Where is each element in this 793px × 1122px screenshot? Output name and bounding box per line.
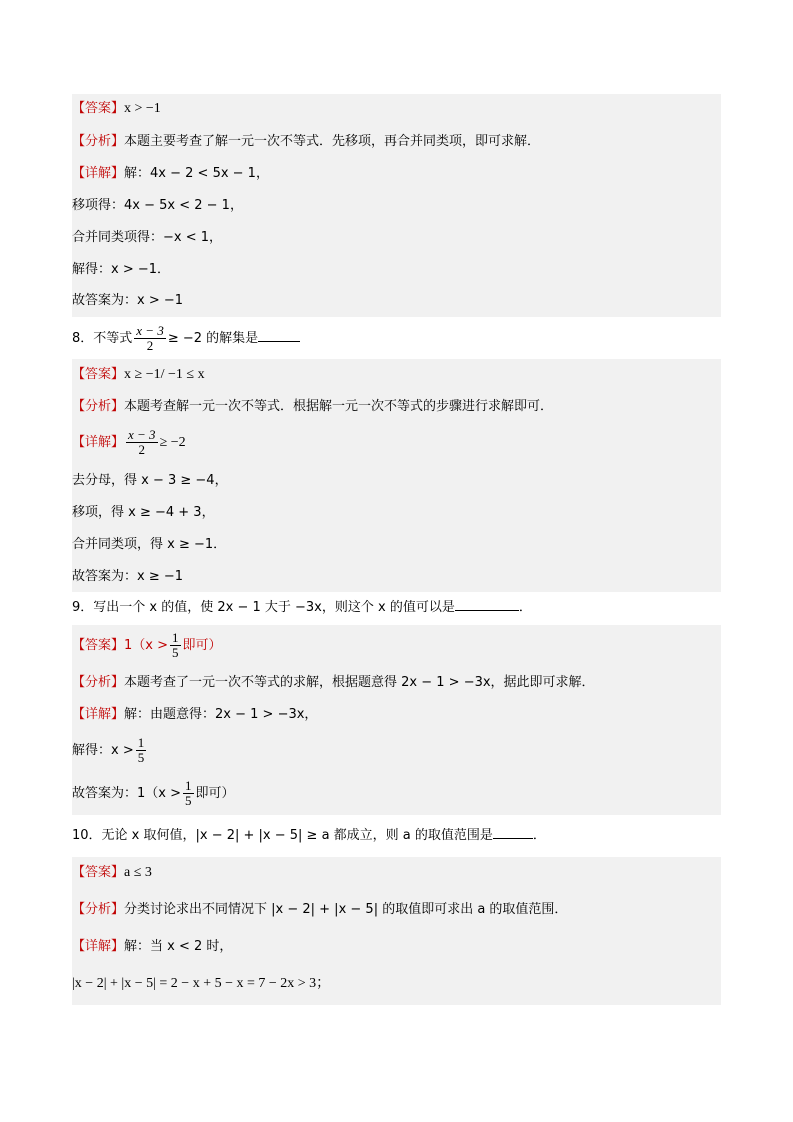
fraction: $\frac{x - 3}{2}$ [136,323,164,353]
question-10: 10．无论 x 取何值，|x − 2| + |x − 5| ≥ a 都成立，则 a 的取值范围是 ． [72,824,546,848]
analysis-text: 分类讨论求出不同情况下 |x − 2| + |x − 5| 的取值即可求出 a 的取值范围． [124,902,568,917]
detail-text: 解：4x − 2 < 5x − 1， [124,166,269,181]
answer-blank [258,327,300,342]
analysis-line-9 [72,671,595,695]
question-text: 8．不等式 [72,331,133,346]
detail-line-10 [72,935,232,959]
analysis-tag: 【分析】 [72,902,125,917]
analysis-text: 本题主要考查了解一元一次不等式．先移项，再合并同类项，即可求解． [124,134,541,149]
step-line: 移项，得 x ≥ −4 + 3， [72,505,215,520]
question-text: 10．无论 x 取何值，|x − 2| + |x − 5| ≥ a 都成立，则 a 的取值范围是 [72,828,493,843]
answer-tag: 【答案】 [72,367,125,382]
step-line: 移项得：4x − 5x < 2 − 1， [72,198,243,213]
detail-line-8 [72,426,186,460]
analysis-text: 本题考查了一元一次不等式的求解，根据题意得 2x − 1 > −3x，据此即可求解． [124,675,595,690]
detail-tag: 【详解】 [72,435,125,450]
answer-tag: 【答案】 [72,638,125,653]
answer-value: x ≥ −1/ −1 ≤ x [124,367,205,382]
question-text: 9．写出一个 x 的值，使 2x − 1 大于 −3x，则这个 x 的值可以是 [72,600,455,615]
answer-tag: 【答案】 [72,865,125,880]
analysis-tag: 【分析】 [72,399,125,414]
answer-tag: 【答案】 [72,101,125,116]
answer-value: 即可） [182,638,222,653]
analysis-tag: 【分析】 [72,134,125,149]
step-line: 去分母，得 x − 3 ≥ −4， [72,473,228,488]
answer-line-7 [72,97,161,121]
detail-tag: 【详解】 [72,939,125,954]
detail-tag: 【详解】 [72,707,125,722]
step-line: 合并同类项得：−x < 1， [72,230,223,245]
detail-tag: 【详解】 [72,166,125,181]
answer-line-10 [72,861,152,885]
fraction: $\frac{x - 3}{2}$ [128,427,156,457]
fraction: $\frac{1}{5}$ [137,735,145,765]
detail-text: ≥ −2 [159,435,186,450]
conclusion-line: 故答案为：x > −1 [72,293,184,308]
answer-value: a ≤ 3 [124,865,152,880]
step-line: 合并同类项，得 x ≥ −1． [72,537,227,552]
question-text: ≥ −2 的解集是 [167,331,259,346]
answer-blank [493,824,533,839]
detail-line-9 [72,703,317,727]
detail-text: 解：当 x < 2 时， [124,939,233,954]
conclusion-line: 故答案为：x ≥ −1 [72,569,184,584]
question-8 [72,322,300,356]
fraction: $\frac{1}{5}$ [185,778,192,808]
analysis-line-7 [72,130,540,154]
detail-text: 解：由题意得：2x − 1 > −3x， [124,707,318,722]
analysis-tag: 【分析】 [72,675,125,690]
answer-value: x > −1 [124,101,161,116]
conclusion-line: 故答案为：1（x > $\frac{1}{5}$ 即可） [72,778,235,808]
fraction: $\frac{1}{5}$ [172,630,179,660]
analysis-line-10 [72,898,567,922]
step-line: 解得：x > −1． [72,262,171,277]
analysis-text: 本题考查解一元一次不等式．根据解一元一次不等式的步骤进行求解即可． [124,399,554,414]
detail-line-7 [72,162,269,186]
answer-blank [455,596,519,611]
answer-value: 1（x > [124,638,169,653]
step-line: |x − 2| + |x − 5| = 2 − x + 5 − x = 7 − 2x > 3； [72,976,331,991]
answer-line-8 [72,363,205,387]
analysis-line-8 [72,395,553,419]
question-9: 9．写出一个 x 的值，使 2x − 1 大于 −3x，则这个 x 的值可以是 ． [72,596,532,620]
step-line: 解得：x > $\frac{1}{5}$ [72,735,145,765]
answer-line-9 [72,629,222,663]
